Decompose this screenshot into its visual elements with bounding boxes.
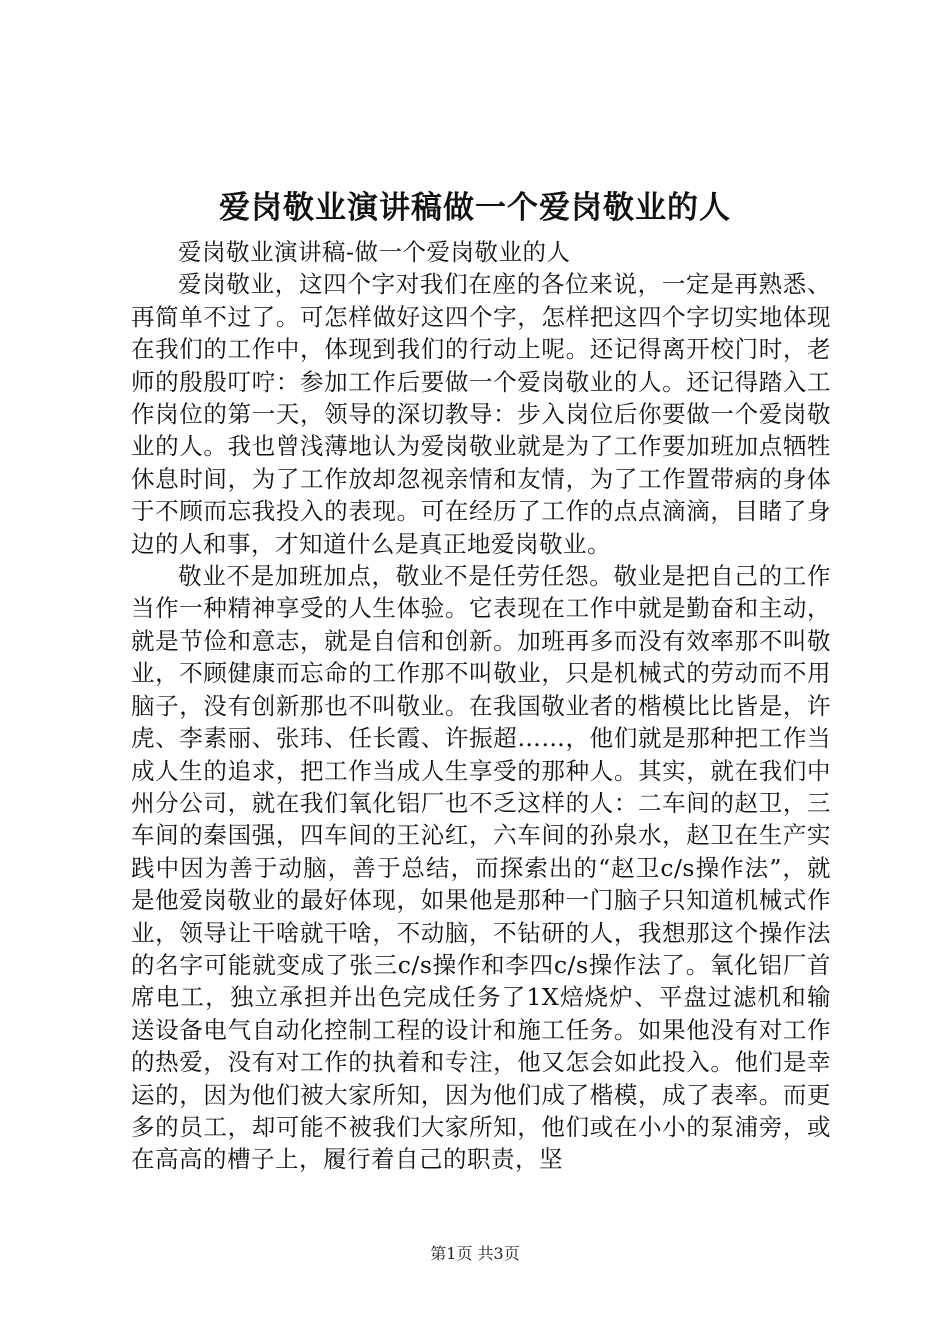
body-paragraph-2: 敬业不是加班加点，敬业不是任劳任怨。敬业是把自己的工作当作一种精神享受的人生体验。它表现在工作中就是勤奋和主动，就是节俭和意志，就是自信和创新。加班再多而没有效率那不叫敬业，不顾健康而忘命的工作那不叫敬业，只是机械式的劳动而不用脑子，没有创新那也不叫敬业。在我国敬业者的楷模比比皆是，许虎、李素丽、张玮、任长霞、许振超……，他们就是那种把工作当成人生的追求，把工作当成人生享受的那种人。其实，就在我们中州分公司，就在我们氧化铝厂也不乏这样的人：二车间的赵卫，三车间的秦国强，四车间的王沁红，六车间的孙泉水，赵卫在生产实践中因为善于动脑，善于总结，而探索出的“赵卫c/s操作法”，就是他爱岗敬业的最好体现，如果他是那种一门脑子只知道机械式作业，领导让干啥就干啥，不动脑，不钻研的人，我想那这个操作法的名字可能就变成了张三c/s操作和李四c/s操作法了。氧化铝厂首席电工，独立承担并出色完成任务了1X焙烧炉、平盘过滤机和输送设备电气自动化控制工程的设计和施工任务。如果他没有对工作的热爱，没有对工作的执着和专注，他又怎会如此投入。他们是幸运的，因为他们被大家所知，因为他们成了楷模，成了表率。而更多的员工，却可能不被我们大家所知，他们或在小小的泵浦旁，或在高高的槽子上，履行着自己的职责，坚	[131, 562, 831, 1174]
body-paragraph-1: 爱岗敬业，这四个字对我们在座的各位来说，一定是再熟悉、再简单不过了。可怎样做好这四个字，怎样把这四个字切实地体现在我们的工作中，体现到我们的行动上呢。还记得离开校门时，老师的殷殷叮咛：参加工作后要做一个爱岗敬业的人。还记得踏入工作岗位的第一天，领导的深切教导：步入岗位后你要做一个爱岗敬业的人。我也曾浅薄地认为爱岗敬业就是为了工作要加班加点牺牲休息时间，为了工作放却忽视亲情和友情，为了工作置带病的身体于不顾而忘我投入的表现。可在经历了工作的点点滴滴，目睹了身边的人和事，才知道什么是真正地爱岗敬业。	[131, 270, 831, 558]
document-title: 爱岗敬业演讲稿做一个爱岗敬业的人	[219, 190, 731, 226]
subtitle-paragraph: 爱岗敬业演讲稿-做一个爱岗敬业的人	[178, 238, 571, 266]
page-number-footer: 第1页 共3页	[430, 1244, 520, 1263]
document-body	[131, 236, 831, 1176]
